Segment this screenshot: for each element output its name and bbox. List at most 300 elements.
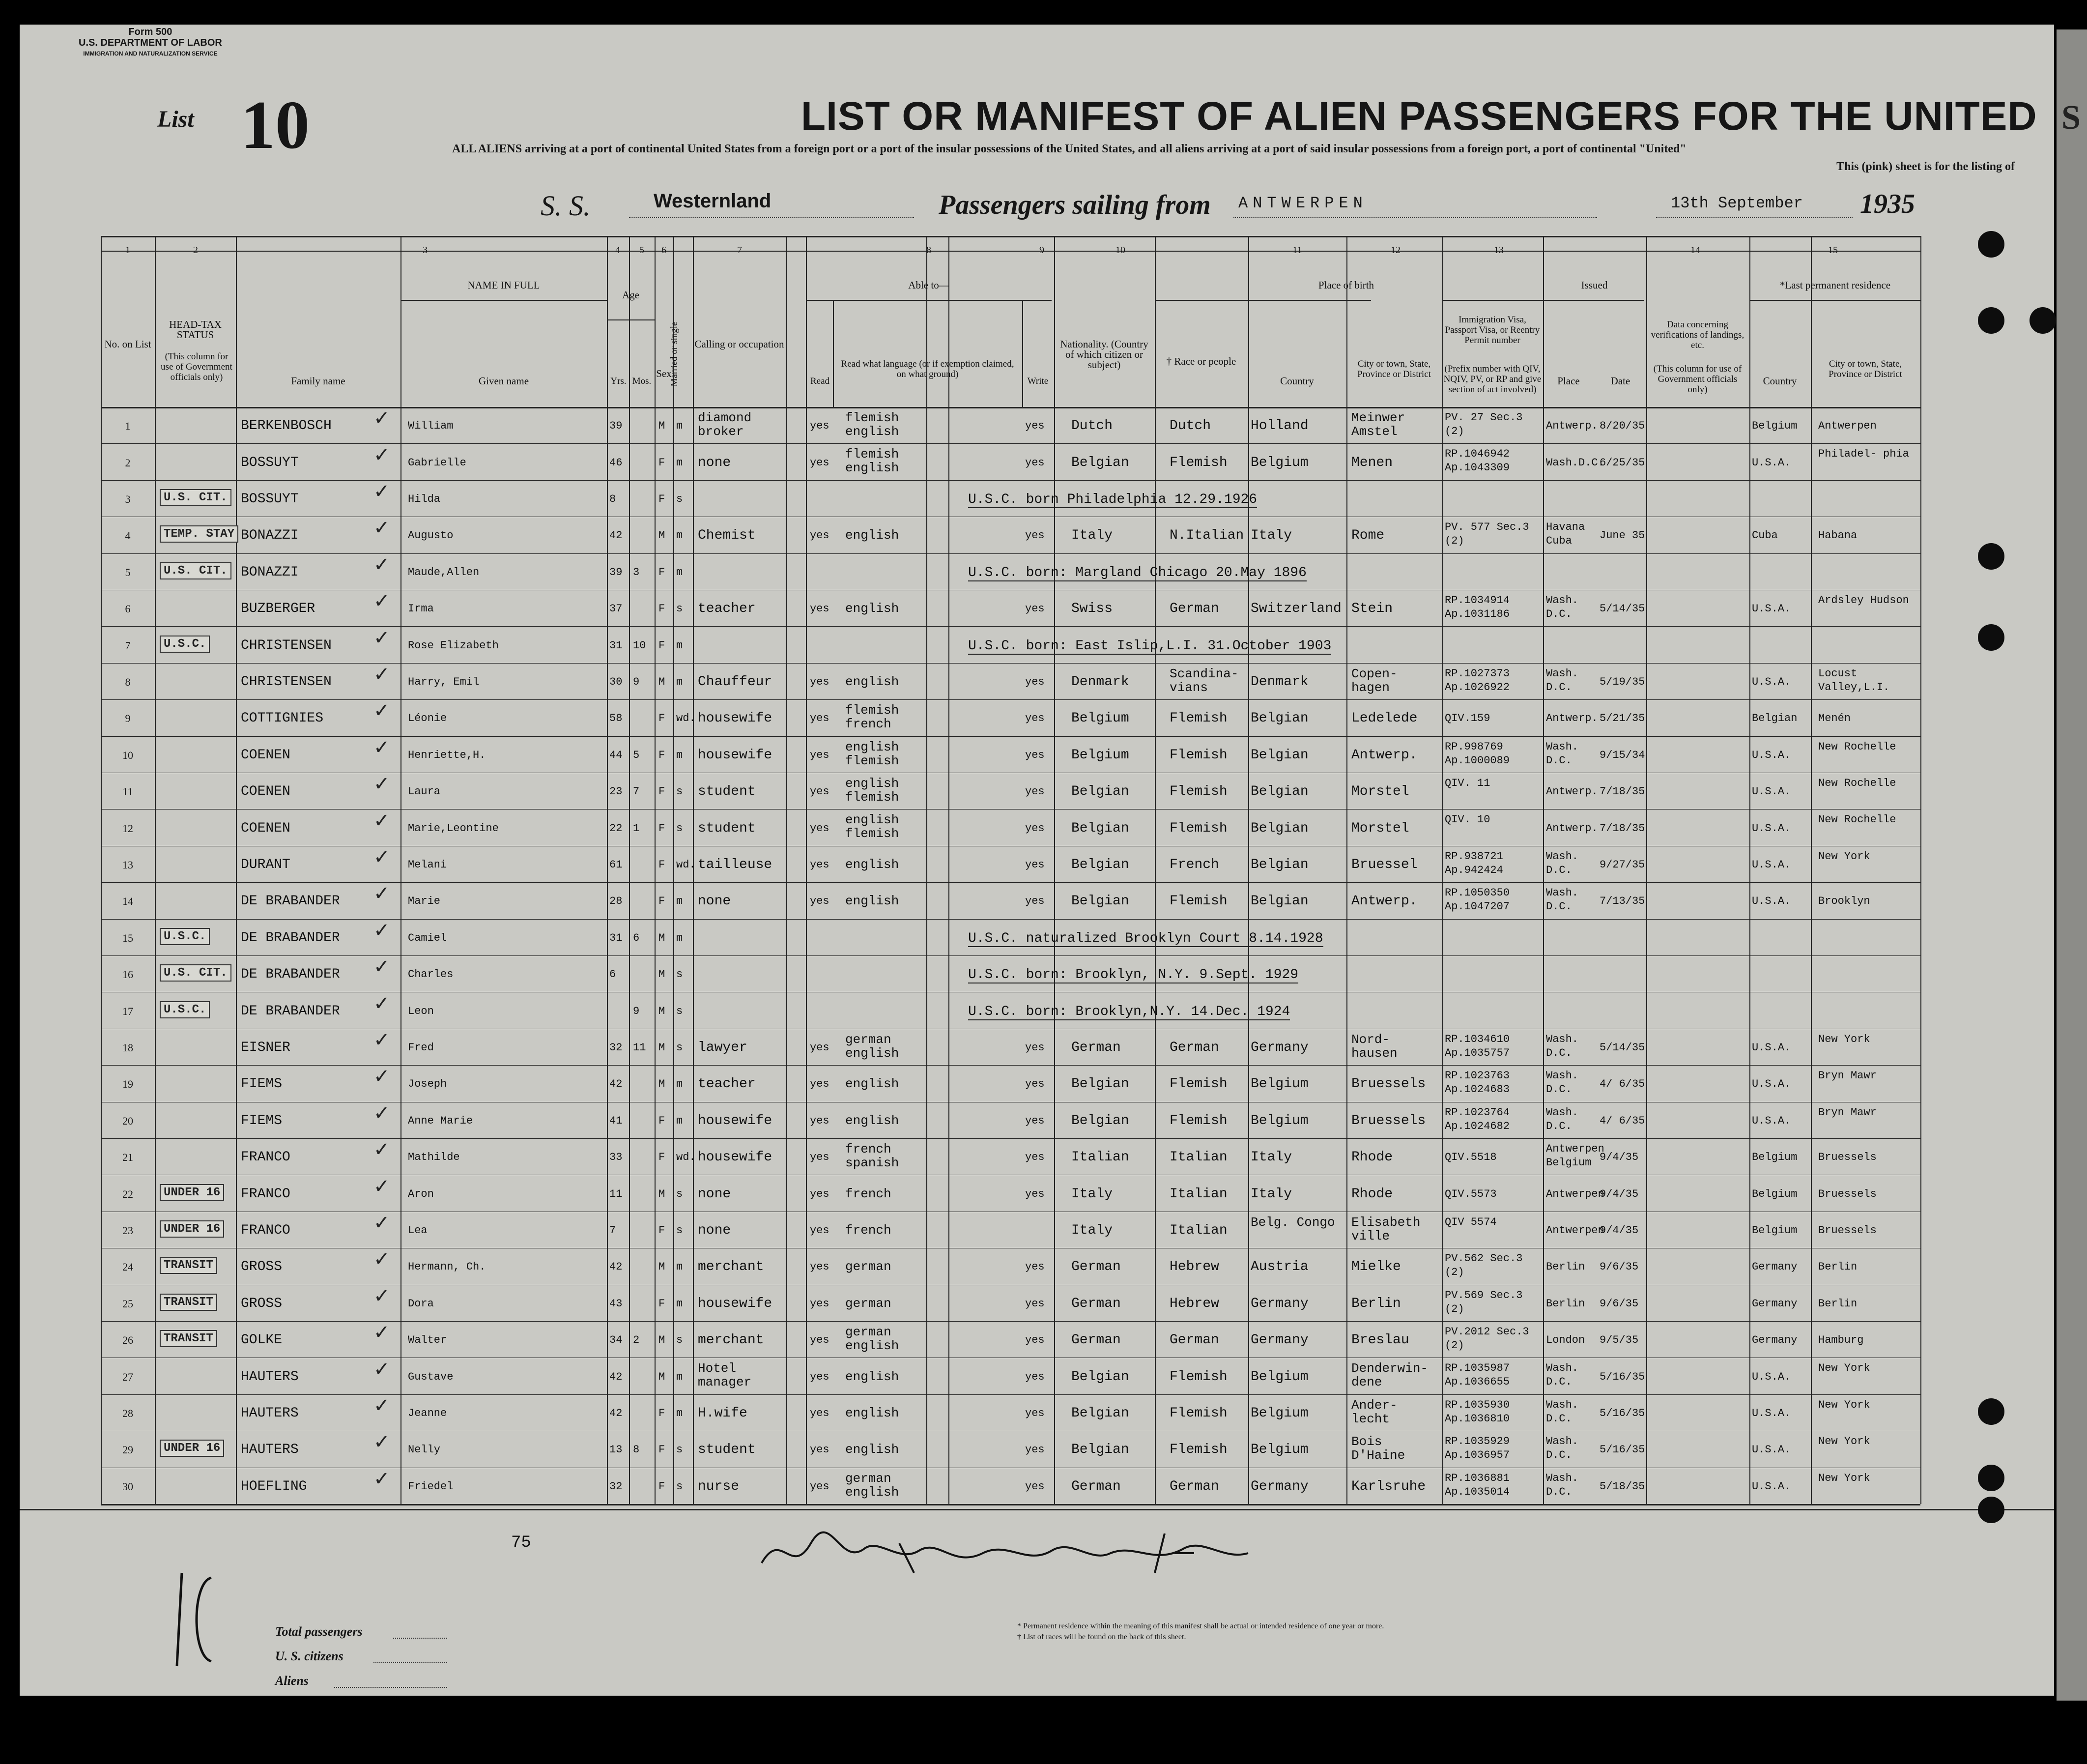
issued-place: Antwerp. <box>1546 712 1598 725</box>
row-number: 8 <box>125 676 131 688</box>
row-number: 3 <box>125 493 131 505</box>
race: Flemish <box>1170 894 1228 909</box>
visa-number: QIV. 10 <box>1445 813 1490 826</box>
age-years: 44 <box>609 749 623 761</box>
sex: M <box>658 1261 665 1273</box>
checkmark-icon: ✓ <box>373 699 390 723</box>
handwritten-mark <box>167 1563 226 1676</box>
age-years: 33 <box>609 1151 623 1164</box>
binder-hole-icon <box>2030 307 2056 334</box>
birth-country: Belgian <box>1251 711 1309 726</box>
given-name: Léonie <box>408 712 447 725</box>
nationality: Belgian <box>1071 1076 1129 1092</box>
sex: F <box>658 1407 665 1419</box>
birth-city: Menen <box>1351 455 1393 470</box>
visa-number: QIV.5573 <box>1445 1187 1497 1200</box>
issued-date: 5/21/35 <box>1600 712 1645 725</box>
nationality: Italy <box>1071 528 1113 544</box>
residence-country: U.S.A. <box>1752 785 1791 798</box>
race: Flemish <box>1170 455 1228 470</box>
head-tax-stamp: TRANSIT <box>160 1294 217 1311</box>
row-number: 7 <box>125 639 131 652</box>
can-write: yes <box>1025 1370 1045 1383</box>
row-number: 26 <box>122 1334 133 1347</box>
column-number: 11 <box>1292 245 1302 256</box>
page-title: LIST OR MANIFEST OF ALIEN PASSENGERS FOR THE UNITED <box>801 94 2037 139</box>
can-write: yes <box>1025 1078 1045 1091</box>
can-read: yes <box>810 1297 829 1310</box>
header-head-tax: HEAD-TAX STATUS <box>169 318 222 341</box>
checkmark-icon: ✓ <box>373 955 390 979</box>
issued-place: Wash. D.C. <box>1546 887 1579 913</box>
checkmark-icon: ✓ <box>373 626 390 649</box>
occupation: lawyer <box>698 1040 747 1055</box>
row-number: 10 <box>122 749 133 761</box>
can-write: yes <box>1025 1041 1045 1054</box>
read-language: english <box>845 1369 899 1384</box>
family-name: COENEN <box>241 747 290 763</box>
given-name: Harry, Emil <box>408 676 480 688</box>
residence-country: U.S.A. <box>1752 456 1791 469</box>
can-read: yes <box>810 1444 829 1456</box>
column-number: 3 <box>423 245 428 256</box>
birth-country: Italy <box>1251 528 1292 544</box>
checkmark-icon: ✓ <box>373 590 390 613</box>
issued-place: Wash. D.C. <box>1546 1398 1579 1425</box>
age-years: 32 <box>609 1041 623 1054</box>
occupation: H.wife <box>698 1406 747 1421</box>
column-number: 12 <box>1391 245 1401 256</box>
checkmark-icon: ✓ <box>373 1467 390 1490</box>
given-name: Charles <box>408 968 454 981</box>
nationality: Belgian <box>1071 1113 1129 1128</box>
can-write: yes <box>1025 1407 1045 1419</box>
read-language: german english <box>845 1325 899 1353</box>
birth-city: Bruessels <box>1351 1113 1426 1128</box>
can-write: yes <box>1025 456 1045 469</box>
can-read: yes <box>810 1114 829 1127</box>
marital-status: wd. <box>676 712 696 725</box>
can-read: yes <box>810 859 829 871</box>
occupation: merchant <box>698 1259 764 1275</box>
checkmark-icon: ✓ <box>373 919 390 942</box>
sex: M <box>658 1187 665 1200</box>
issued-date: 5/16/35 <box>1600 1444 1645 1456</box>
birth-city: Bruessel <box>1351 857 1418 872</box>
occupation: none <box>698 1186 731 1202</box>
issued-place: Wash. D.C. <box>1546 1362 1579 1388</box>
issued-place: Wash. D.C. <box>1546 667 1579 694</box>
row-number: 15 <box>122 931 133 944</box>
issued-date: 9/4/35 <box>1600 1151 1639 1164</box>
row-number: 17 <box>122 1005 133 1017</box>
visa-number: PV. 577 Sec.3 (2) <box>1445 521 1529 548</box>
family-name: HAUTERS <box>241 1442 299 1458</box>
family-name: FRANCO <box>241 1223 290 1238</box>
issued-place: Wash. D.C. <box>1546 1435 1579 1462</box>
row-number: 12 <box>122 822 133 835</box>
row-number: 19 <box>122 1078 133 1091</box>
header-visa: Immigration Visa, Passport Visa, or Reentry Permit number <box>1445 315 1540 346</box>
birth-country: Belgium <box>1251 1113 1309 1128</box>
family-name: BERKENBOSCH <box>241 418 332 434</box>
race: German <box>1170 601 1219 617</box>
family-name: CHRISTENSEN <box>241 674 332 690</box>
nationality: Belgian <box>1071 1369 1129 1385</box>
given-name: Rose Elizabeth <box>408 639 499 652</box>
nationality: German <box>1071 1259 1121 1275</box>
sex: F <box>658 639 665 652</box>
pink-sheet-note: This (pink) sheet is for the listing of <box>1836 160 2015 173</box>
race: Flemish <box>1170 1369 1228 1385</box>
age-years: 32 <box>609 1480 623 1493</box>
sex: F <box>658 603 665 615</box>
family-name: GROSS <box>241 1296 283 1311</box>
marital-status: s <box>676 603 683 615</box>
marital-status: s <box>676 1005 683 1017</box>
birth-country: Holland <box>1251 418 1309 434</box>
footnote-races: † List of races will be found on the back of this sheet. <box>1017 1633 1186 1641</box>
checkmark-icon: ✓ <box>373 1029 390 1051</box>
birth-city: Morstel <box>1351 820 1409 836</box>
header-no-on-list: No. on List <box>104 338 151 350</box>
residence-city: Brooklyn <box>1818 895 1870 908</box>
nationality: Belgian <box>1071 857 1129 872</box>
row-number: 6 <box>125 603 131 615</box>
list-number: 10 <box>241 87 310 163</box>
header-given-name: Given name <box>478 375 529 387</box>
birth-country: Austria <box>1251 1259 1309 1275</box>
can-read: yes <box>810 1370 829 1383</box>
head-tax-stamp: U.S.C. <box>160 1001 210 1018</box>
read-language: english flemish <box>845 776 899 805</box>
family-name: BONAZZI <box>241 564 299 580</box>
age-years: 58 <box>609 712 623 725</box>
age-months: 3 <box>633 566 640 578</box>
marital-status: wd. <box>676 1151 696 1164</box>
occupation: student <box>698 820 756 836</box>
marital-status: m <box>676 749 683 761</box>
sex: F <box>658 1297 665 1310</box>
total-passengers-label: Total passengers <box>275 1624 363 1639</box>
age-years: 31 <box>609 639 623 652</box>
head-tax-stamp: U.S. CIT. <box>160 964 231 982</box>
visa-number: QIV. 11 <box>1445 777 1490 789</box>
family-name: FRANCO <box>241 1150 290 1165</box>
residence-city: New York <box>1818 1435 1870 1448</box>
visa-number: PV.569 Sec.3 (2) <box>1445 1289 1523 1315</box>
race: Flemish <box>1170 1406 1228 1421</box>
family-name: GROSS <box>241 1259 283 1275</box>
age-years: 30 <box>609 676 623 688</box>
issued-place: Antwerp. <box>1546 785 1598 798</box>
residence-city: Bryn Mawr <box>1818 1106 1877 1119</box>
marital-status: m <box>676 1297 683 1310</box>
birth-country: Denmark <box>1251 674 1309 690</box>
given-name: Gustave <box>408 1370 454 1383</box>
issued-place: Wash. D.C. <box>1546 594 1579 620</box>
row-number: 22 <box>122 1187 133 1200</box>
checkmark-icon: ✓ <box>373 1175 390 1198</box>
header-nationality: Nationality. (Country of which citizen or subject) <box>1060 338 1148 371</box>
age-months: 11 <box>633 1041 646 1054</box>
age-years: 23 <box>609 785 623 798</box>
visa-number: RP.1034610 Ap.1035757 <box>1445 1033 1510 1059</box>
residence-country: Germany <box>1752 1261 1798 1273</box>
nationality: Italy <box>1071 1186 1113 1202</box>
visa-number: RP.1036881 Ap.1035014 <box>1445 1472 1510 1498</box>
head-tax-stamp: UNDER 16 <box>160 1184 224 1201</box>
can-read: yes <box>810 420 829 433</box>
issued-place: Berlin <box>1546 1297 1585 1310</box>
marital-status: s <box>676 1187 683 1200</box>
family-name: FRANCO <box>241 1186 290 1202</box>
residence-country: U.S.A. <box>1752 895 1791 908</box>
birth-country: Germany <box>1251 1296 1309 1311</box>
can-write: yes <box>1025 1187 1045 1200</box>
checkmark-icon: ✓ <box>373 1248 390 1271</box>
family-name: HAUTERS <box>241 1406 299 1421</box>
can-read: yes <box>810 1187 829 1200</box>
read-language: flemish english <box>845 447 899 476</box>
nationality: Belgian <box>1071 784 1129 800</box>
checkmark-icon: ✓ <box>373 1394 390 1417</box>
sailing-date: 13th September <box>1671 194 1803 212</box>
birth-city: Breslau <box>1351 1332 1409 1348</box>
issued-place: Antwerpen <box>1546 1224 1604 1237</box>
birth-city: Morstel <box>1351 784 1409 800</box>
age-years: 42 <box>609 1078 623 1091</box>
birth-city: Antwerp. <box>1351 894 1418 909</box>
can-read: yes <box>810 1261 829 1273</box>
sex: F <box>658 785 665 798</box>
race: Italian <box>1170 1223 1228 1238</box>
visa-number: RP.1035987 Ap.1036655 <box>1445 1362 1510 1388</box>
head-tax-stamp: UNDER 16 <box>160 1440 224 1457</box>
issued-place: Antwerpen <box>1546 1187 1604 1200</box>
row-number: 20 <box>122 1114 133 1127</box>
header-write: Write <box>1027 376 1049 386</box>
checkmark-icon: ✓ <box>373 1284 390 1307</box>
residence-country: U.S.A. <box>1752 676 1791 688</box>
family-name: DE BRABANDER <box>241 894 340 909</box>
residence-city: New York <box>1818 1033 1870 1045</box>
issued-date: 9/4/35 <box>1600 1224 1639 1237</box>
residence-city: Habana <box>1818 529 1858 542</box>
given-name: Aron <box>408 1187 434 1200</box>
issued-place: Wash. D.C. <box>1546 740 1579 767</box>
age-months: 1 <box>633 822 640 835</box>
issued-date: 9/27/35 <box>1600 859 1645 871</box>
race: Scandina- vians <box>1170 666 1239 695</box>
given-name: Marie,Leontine <box>408 822 499 835</box>
birth-city: Ander- lecht <box>1351 1397 1398 1426</box>
sex: F <box>658 712 665 725</box>
row-number: 2 <box>125 456 131 469</box>
read-language: english <box>845 1076 899 1092</box>
given-name: Joseph <box>408 1078 447 1091</box>
given-name: Irma <box>408 603 434 615</box>
visa-number: QIV 5574 <box>1445 1215 1497 1228</box>
birth-city: Bois D'Haine <box>1351 1434 1405 1463</box>
read-language: english flemish <box>845 812 899 841</box>
race: Dutch <box>1170 418 1211 434</box>
given-name: Hermann, Ch. <box>408 1261 486 1273</box>
birth-country: Belgian <box>1251 894 1309 909</box>
head-tax-stamp: UNDER 16 <box>160 1220 224 1238</box>
given-name: Camiel <box>408 931 447 944</box>
age-years: 39 <box>609 420 623 433</box>
can-read: yes <box>810 712 829 725</box>
can-read: yes <box>810 1151 829 1164</box>
issued-place: Antwerp. <box>1546 420 1598 433</box>
sex: F <box>658 1224 665 1237</box>
row-number: 14 <box>122 895 133 908</box>
issued-date: 9/6/35 <box>1600 1297 1639 1310</box>
family-name: COENEN <box>241 820 290 836</box>
can-write: yes <box>1025 785 1045 798</box>
family-name: DURANT <box>241 857 290 872</box>
header-last-residence: *Last permanent residence <box>1779 279 1891 291</box>
residence-country: U.S.A. <box>1752 822 1791 835</box>
sex: F <box>658 1480 665 1493</box>
birth-city: Rhode <box>1351 1186 1393 1202</box>
head-tax-stamp: TRANSIT <box>160 1257 217 1274</box>
given-name: Walter <box>408 1334 447 1347</box>
can-read: yes <box>810 749 829 761</box>
row-number: 30 <box>122 1480 133 1493</box>
citizen-note: U.S.C. born: East Islip,L.I. 31.October 1903 <box>968 638 1332 654</box>
list-label: List <box>157 106 194 132</box>
issued-place: Wash. D.C. <box>1546 1472 1579 1498</box>
can-read: yes <box>810 603 829 615</box>
given-name: Marie <box>408 895 441 908</box>
can-write: yes <box>1025 1151 1045 1164</box>
citizen-note: U.S.C. born: Brooklyn,N.Y. 14.Dec. 1924 <box>968 1004 1290 1019</box>
race: Flemish <box>1170 1442 1228 1458</box>
read-language: french spanish <box>845 1142 899 1170</box>
age-years: 42 <box>609 1261 623 1273</box>
checkmark-icon: ✓ <box>373 1065 390 1088</box>
can-write: yes <box>1025 749 1045 761</box>
family-name: CHRISTENSEN <box>241 637 332 653</box>
issued-date: 7/18/35 <box>1600 822 1645 835</box>
visa-number: PV.562 Sec.3 (2) <box>1445 1252 1523 1279</box>
given-name: Lea <box>408 1224 428 1237</box>
race: Hebrew <box>1170 1296 1219 1311</box>
row-number: 5 <box>125 566 131 578</box>
nationality: Italy <box>1071 1223 1113 1238</box>
race: Flemish <box>1170 1113 1228 1128</box>
header-sex: Sex <box>656 368 672 379</box>
age-years: 13 <box>609 1444 623 1456</box>
marital-status: s <box>676 1480 683 1493</box>
page-mark: 75 <box>511 1533 531 1552</box>
marital-status: m <box>676 895 683 908</box>
next-sheet-edge <box>2057 29 2087 1701</box>
row-number: 25 <box>122 1297 133 1310</box>
form-label: Form 500 U.S. DEPARTMENT OF LABOR IMMIGRATION AND NATURALIZATION SERVICE <box>79 27 222 57</box>
can-write: yes <box>1025 529 1045 542</box>
age-months: 8 <box>633 1444 640 1456</box>
can-write: yes <box>1025 420 1045 433</box>
checkmark-icon: ✓ <box>373 992 390 1015</box>
issued-date: 6/25/35 <box>1600 456 1645 469</box>
nationality: German <box>1071 1478 1121 1494</box>
family-name: DE BRABANDER <box>241 1003 340 1019</box>
occupation: merchant <box>698 1332 764 1348</box>
sex: F <box>658 456 665 469</box>
read-language: german english <box>845 1471 899 1500</box>
issued-date: 5/16/35 <box>1600 1370 1645 1383</box>
read-language: english <box>845 1442 899 1457</box>
can-read: yes <box>810 529 829 542</box>
next-sheet-letter: S <box>2061 99 2081 137</box>
birth-city: Mielke <box>1351 1259 1401 1275</box>
marital-status: m <box>676 566 683 578</box>
footnote-residence: * Permanent residence within the meaning of this manifest shall be actual or intended residence of one year or more. <box>1017 1622 1384 1630</box>
checkmark-icon: ✓ <box>373 1212 390 1234</box>
can-read: yes <box>810 456 829 469</box>
checkmark-icon: ✓ <box>373 1358 390 1381</box>
birth-city: Denderwin- dene <box>1351 1361 1429 1390</box>
family-name: FIEMS <box>241 1113 283 1128</box>
column-number: 2 <box>193 245 198 256</box>
residence-country: Belgium <box>1752 1224 1798 1237</box>
birth-country: Belgium <box>1251 1076 1309 1092</box>
given-name: Mathilde <box>408 1151 460 1164</box>
can-write: yes <box>1025 603 1045 615</box>
residence-city: New York <box>1818 1362 1870 1375</box>
birth-country: Switzerland <box>1251 601 1342 617</box>
issued-place: Berlin <box>1546 1261 1585 1273</box>
sex: M <box>658 968 665 981</box>
residence-country: U.S.A. <box>1752 1407 1791 1419</box>
visa-number: RP.1027373 Ap.1026922 <box>1445 667 1510 694</box>
nationality: Italian <box>1071 1150 1129 1165</box>
checkmark-icon: ✓ <box>373 480 390 503</box>
age-years: 41 <box>609 1114 623 1127</box>
residence-city: Hamburg <box>1818 1334 1864 1347</box>
can-write: yes <box>1025 676 1045 688</box>
can-write: yes <box>1025 712 1045 725</box>
header-issued-date: Date <box>1610 375 1630 387</box>
age-months: 7 <box>633 785 640 798</box>
occupation: student <box>698 784 756 800</box>
nationality: Belgian <box>1071 820 1129 836</box>
visa-number: RP.1035929 Ap.1036957 <box>1445 1435 1510 1462</box>
marital-status: m <box>676 676 683 688</box>
birth-city: Rhode <box>1351 1150 1393 1165</box>
given-name: Leon <box>408 1005 434 1017</box>
checkmark-icon: ✓ <box>373 1101 390 1125</box>
read-language: english <box>845 1113 899 1128</box>
checkmark-icon: ✓ <box>373 736 390 759</box>
header-res-country: Country <box>1763 375 1797 387</box>
checkmark-icon: ✓ <box>373 1321 390 1344</box>
age-years: 42 <box>609 1407 623 1419</box>
citizen-note: U.S.C. born: Margland Chicago 20.May 1896 <box>968 565 1307 580</box>
can-read: yes <box>810 1407 829 1419</box>
header-verification: Data concerning verifications of landings, etc. <box>1651 319 1744 350</box>
marital-status: s <box>676 493 683 505</box>
can-read: yes <box>810 895 829 908</box>
age-months: 2 <box>633 1334 640 1347</box>
age-years: 34 <box>609 1334 623 1347</box>
row-number: 23 <box>122 1224 133 1237</box>
issued-date: 5/16/35 <box>1600 1407 1645 1419</box>
marital-status: m <box>676 931 683 944</box>
